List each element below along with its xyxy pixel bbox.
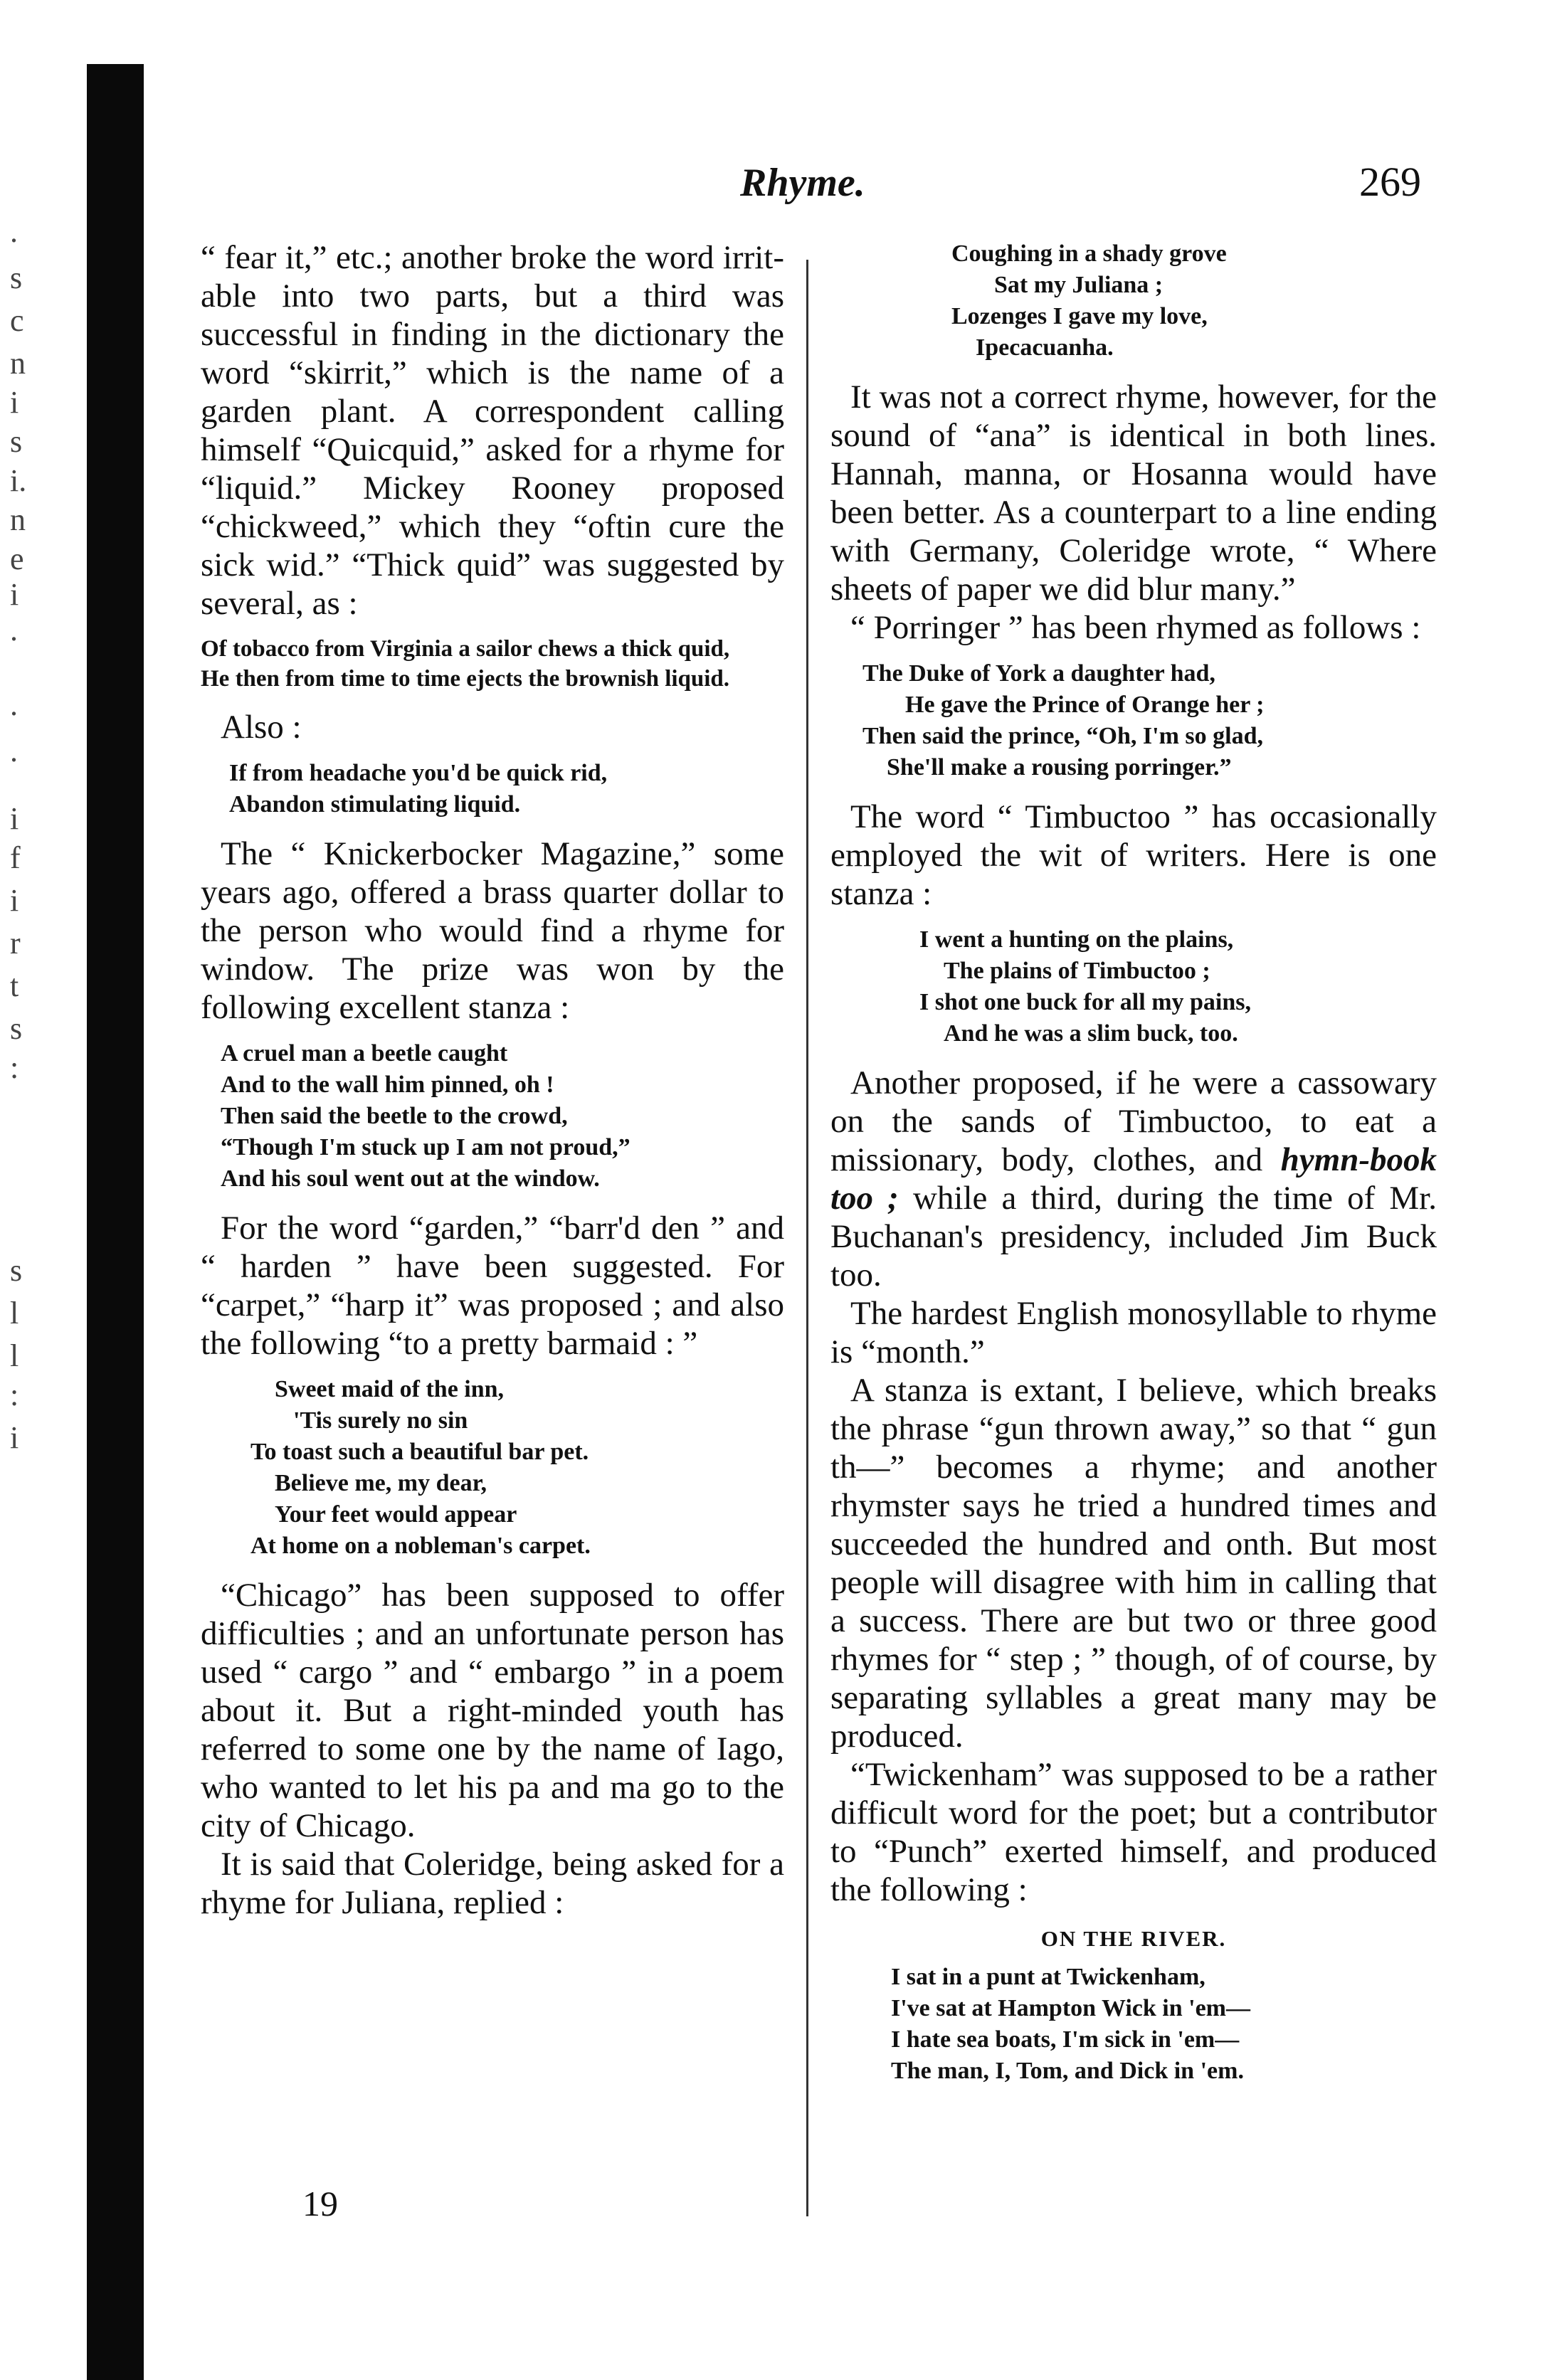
verse-twickenham	[830, 1962, 1437, 2087]
verse-line: Sweet maid of the inn,	[275, 1376, 505, 1402]
page-number: 269	[1359, 159, 1421, 205]
verse-line: Lozenges I gave my love,	[951, 303, 1208, 329]
verse-porringer	[830, 658, 1437, 783]
verse-line: Believe me, my dear,	[275, 1470, 487, 1496]
paragraph: The word “ Timbuctoo ” has occasionally employed the wit of writers. Here is one stanza :	[830, 798, 1437, 912]
binding-shadow	[87, 64, 144, 2380]
verse-line: Of tobacco from Virginia a sailor chews a thick quid,	[201, 636, 730, 662]
verse-timbuctoo	[830, 924, 1437, 1049]
verse-line: The plains of Timbuctoo ;	[944, 958, 1210, 984]
margin-fragment: c	[10, 303, 24, 338]
verse-line: The man, I, Tom, and Dick in 'em.	[891, 2058, 1244, 2084]
verse-line: And his soul went out at the window.	[221, 1165, 600, 1192]
margin-fragment: .	[10, 613, 18, 647]
signature-mark: 19	[302, 2184, 338, 2223]
margin-fragment: r	[10, 926, 21, 961]
verse-line: Then said the beetle to the crowd,	[221, 1103, 568, 1129]
verse-line: And he was a slim buck, too.	[944, 1020, 1238, 1047]
verse-line: He then from time to time ejects the brownish liquid.	[201, 666, 730, 692]
verse-line: Your feet would appear	[275, 1501, 517, 1528]
verse-line: I went a hunting on the plains,	[919, 926, 1234, 953]
margin-fragment: i	[10, 883, 19, 918]
verse-line: I sat in a punt at Twickenham,	[891, 1964, 1205, 1990]
margin-fragment: n	[10, 346, 26, 381]
paragraph: It was not a correct rhyme, however, for the sound of “ana” is identical in both lines. Hannah, manna, or Hosanna would have been better. As a counterpart to a line ending with Germany, Coleridge wrote, “ Where sheets of paper we did blur many.”	[830, 379, 1437, 608]
paragraph	[830, 1064, 1437, 1294]
margin-fragment: t	[10, 968, 19, 1003]
verse-line: To toast such a beautiful bar pet.	[250, 1439, 589, 1465]
verse-tobacco	[201, 634, 784, 694]
verse-line: A cruel man a beetle caught	[221, 1040, 508, 1067]
margin-fragment: .	[10, 687, 18, 722]
paragraph: Also :	[221, 709, 302, 746]
verse-line: I've sat at Hampton Wick in 'em—	[891, 1995, 1250, 2021]
margin-fragment: .	[10, 734, 18, 768]
margin-fragment: i	[10, 577, 19, 612]
verse-line: I shot one buck for all my pains,	[919, 989, 1252, 1015]
verse-barmaid	[201, 1374, 784, 1562]
verse-line: “Though I'm stuck up I am not proud,”	[221, 1134, 631, 1160]
verse-juliana	[830, 238, 1437, 364]
italic-phrase: hymn-book too ;	[830, 1141, 1437, 1217]
margin-fragment: s	[10, 1253, 23, 1288]
left-column	[201, 238, 784, 1922]
facing-page-margin	[0, 0, 78, 2380]
verse-line: Coughing in a shady grove	[951, 240, 1227, 267]
margin-fragment: i	[10, 1420, 19, 1455]
column-divider	[806, 260, 808, 2216]
text-run: while a third, during the time of Mr. Buchanan's presidency, included Jim Buck too.	[830, 1180, 1437, 1294]
margin-fragment: e	[10, 541, 24, 576]
text-run: Another proposed, if he were a cassowary on the sands of Timbuctoo, to eat a missionary, body, clothes, and	[830, 1064, 1437, 1178]
verse-beetle	[201, 1038, 784, 1195]
poem-heading: ON THE RIVER.	[1040, 1926, 1227, 1951]
verse-line: And to the wall him pinned, oh !	[221, 1072, 554, 1098]
running-title: Rhyme.	[740, 161, 865, 205]
margin-fragment: .	[10, 214, 18, 249]
right-column	[830, 238, 1437, 2101]
margin-fragment: n	[10, 502, 26, 537]
verse-line: Ipecacuanha.	[976, 334, 1114, 361]
margin-fragment: :	[10, 1050, 19, 1085]
verse-line: He gave the Prince of Orange her ;	[905, 692, 1265, 718]
verse-line: The Duke of York a daughter had,	[862, 660, 1215, 687]
paragraph: The hardest English monosyllable to rhyme is “month.”	[830, 1295, 1437, 1370]
margin-fragment: i.	[10, 463, 27, 498]
paragraph: It is said that Coleridge, being asked for a rhyme for Juliana, replied :	[201, 1846, 784, 1921]
paragraph: A stanza is extant, I believe, which breaks the phrase “gun thrown away,” so that “ gun th—” becomes a rhyme; and another rhymster says he tried a hundred times and succeeded the hundred and onth. But most people will disagree with him in calling that a success. There are but two or three good rhymes for “ step ; ” though, of of course, by separating syllables a great many may be produced.	[830, 1372, 1437, 1755]
verse-headache	[201, 758, 784, 820]
paragraph: “ fear it,” etc.; another broke the word irrit-able into two parts, but a third was successful in finding in the dictionary the word “skirrit,” which is the name of a garden plant. A correspondent calling himself “Quicquid,” asked for a rhyme for “liquid.” Mickey Rooney proposed “chickweed,” which they “oftin cure the sick wid.” “Thick quid” was suggested by several, as :	[201, 239, 784, 622]
margin-fragment: f	[10, 840, 21, 875]
margin-fragment: s	[10, 1011, 23, 1046]
verse-line: Then said the prince, “Oh, I'm so glad,	[862, 723, 1263, 749]
verse-line: She'll make a rousing porringer.”	[887, 754, 1232, 781]
verse-line: 'Tis surely no sin	[293, 1407, 468, 1434]
margin-fragment: l	[10, 1296, 19, 1331]
verse-line: Sat my Juliana ;	[994, 272, 1164, 298]
margin-fragment: i	[10, 801, 19, 836]
margin-fragment: i	[10, 385, 19, 420]
verse-line: Abandon stimulating liquid.	[229, 791, 521, 818]
verse-line: If from headache you'd be quick rid,	[229, 760, 608, 786]
margin-fragment: s	[10, 424, 23, 459]
margin-fragment: l	[10, 1338, 19, 1373]
verse-line: At home on a nobleman's carpet.	[250, 1533, 591, 1559]
paragraph: “ Porringer ” has been rhymed as follows :	[850, 609, 1421, 646]
paragraph: “Twickenham” was supposed to be a rather difficult word for the poet; but a contributor to “Punch” exerted himself, and produced the following :	[830, 1756, 1437, 1908]
paragraph: The “ Knickerbocker Magazine,” some years ago, offered a brass quarter dollar to the person who would find a rhyme for window. The prize was won by the following excellent stanza :	[201, 835, 784, 1026]
paragraph: For the word “garden,” “barr'd den ” and “ harden ” have been suggested. For “carpet,” “harp it” was proposed ; and also the following “to a pretty barmaid : ”	[201, 1210, 784, 1362]
margin-fragment: :	[10, 1377, 19, 1412]
verse-line: I hate sea boats, I'm sick in 'em—	[891, 2026, 1240, 2053]
paragraph: “Chicago” has been supposed to offer difficulties ; and an unfortunate person has used “ cargo ” and “ embargo ” in a poem about it. But a right-minded youth has referred to some one by the name of Iago, who wanted to let his pa and ma go to the city of Chicago.	[201, 1577, 784, 1844]
margin-fragment: s	[10, 260, 23, 295]
